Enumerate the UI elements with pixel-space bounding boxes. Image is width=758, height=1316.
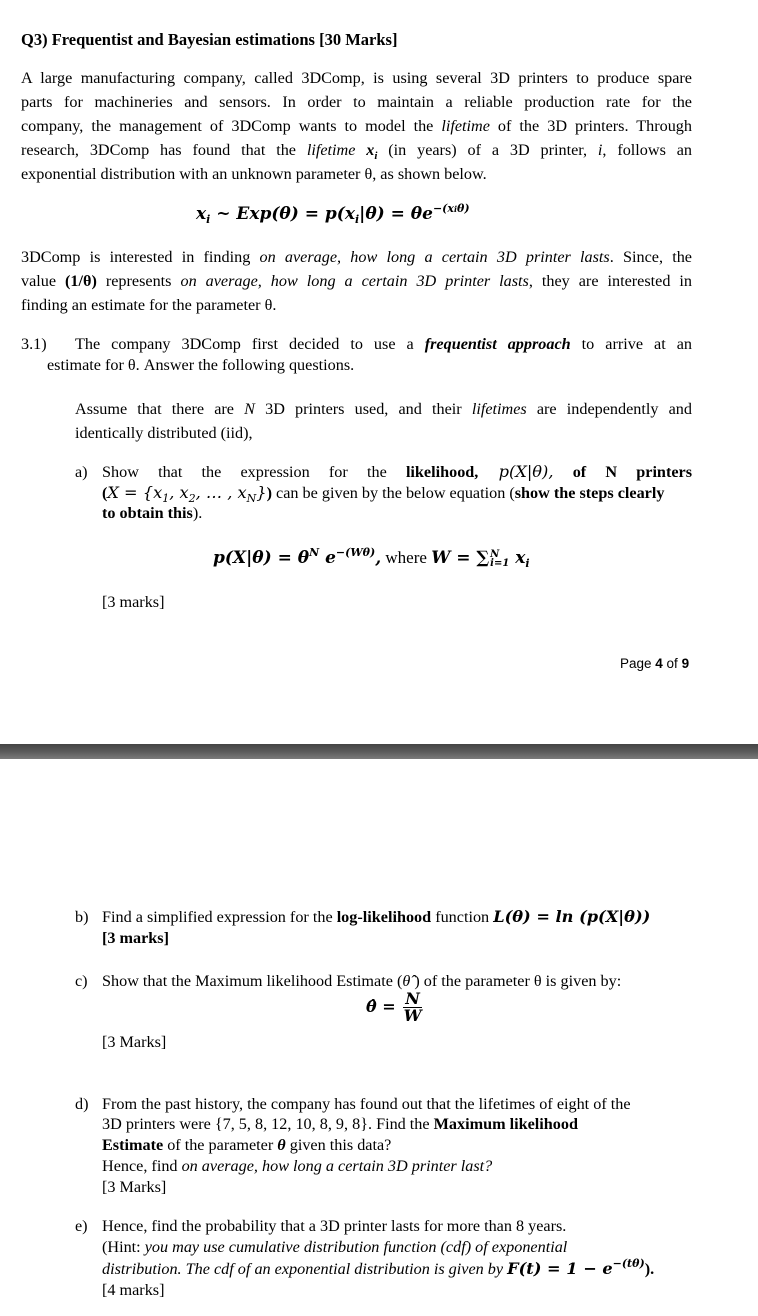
mle-denominator: W	[403, 1006, 422, 1025]
likelihood-equation: $p(X|\theta) = \theta^N$ $e^{-(W\theta)}$, where W = ∑ N i=1 $x_i$	[213, 546, 530, 570]
qe-line-2: (Hint: you may use cumulative distribution function (cdf) of exponential	[102, 1238, 568, 1256]
q31-line-1: The company 3DComp first decided to use a frequentist approach to arrive at an	[75, 335, 692, 353]
qb-marks: [3 marks]	[102, 929, 169, 947]
qc-line-1: Show that the Maximum likelihood Estimate (θ̂ ) of the parameter θ is given by:	[102, 972, 622, 990]
qc-label: c)	[75, 972, 88, 990]
assume-line-2: identically distributed (iid),	[75, 424, 253, 442]
mle-numerator: N	[405, 989, 420, 1008]
qe-line-3: distribution. The cdf of an exponential distribution is given by $F(t) = 1 - e^{-(t\theta)}$).	[102, 1257, 655, 1278]
eq1-exp: −(xiθ)	[432, 202, 470, 215]
eq1-sub: i	[206, 213, 211, 226]
qd-label: d)	[75, 1095, 89, 1113]
motive-line-2: value (1/θ) represents on average, how long a certain 3D printer lasts, they are interested in	[21, 272, 692, 290]
page-divider	[0, 744, 758, 759]
intro-line-5: exponential distribution with an unknown parameter θ, as shown below.	[21, 165, 487, 183]
qc-marks: [3 Marks]	[102, 1033, 167, 1051]
qa-marks: [3 marks]	[102, 593, 165, 611]
eq1-mid2: |θ) = θe	[359, 204, 433, 224]
qa-line-3: to obtain this).	[102, 504, 203, 522]
qa-line-1: Show that the expression for the likelihood, p(X|θ), of N printers	[102, 462, 692, 481]
intro-line-4a: research, 3DComp has found that the	[21, 141, 307, 159]
mle-formula: θ̂ = $\frac{N}{W}$	[366, 989, 422, 1025]
motive-line-1: 3DComp is interested in finding on average, how long a certain 3D printer lasts. Since, the	[21, 248, 692, 266]
qb-label: b)	[75, 908, 89, 926]
exponential-equation	[196, 204, 470, 226]
motive-line-3: finding an estimate for the parameter θ.	[21, 296, 277, 314]
lifetime-data: {7, 5, 8, 12, 10, 8, 9, 8}	[214, 1115, 368, 1133]
qe-line-1: Hence, find the probability that a 3D printer lasts for more than 8 years.	[102, 1217, 567, 1235]
q31-number: 3.1)	[21, 335, 47, 353]
intro-lifetime-1: lifetime	[441, 117, 490, 135]
intro-line-1: A large manufacturing company, called 3DComp, is using several 3D printers to produce spare	[21, 69, 692, 87]
intro-line-4c: (in years) of a 3D printer,	[377, 141, 598, 159]
cdf-formula: F(t) = 1 − e	[507, 1259, 613, 1278]
assume-line-1: Assume that there are N 3D printers used, and their lifetimes are independently and	[75, 400, 692, 418]
page-number: Page 4 of 9	[620, 656, 690, 671]
qd-line-1: From the past history, the company has found out that the lifetimes of eight of the	[102, 1095, 631, 1113]
qd-marks: [3 Marks]	[102, 1178, 167, 1196]
qe-marks: [4 marks]	[102, 1281, 165, 1299]
qb-line-1: Find a simplified expression for the log-likelihood function L(θ) = ln (p(X|θ))	[102, 907, 651, 926]
qa-label: a)	[75, 463, 88, 481]
qd-line-2: 3D printers were {7, 5, 8, 12, 10, 8, 9, 8}. Find the Maximum likelihood	[102, 1115, 578, 1133]
qa-line-2: ($X = \{x_1$, $x_2$, … , $x_N$}) can be given by the below equation (show the steps clearly	[102, 483, 665, 505]
intro-lifetime-2: lifetime	[306, 141, 356, 159]
qd-line-4: Hence, find on average, how long a certain 3D printer last?	[102, 1157, 493, 1175]
intro-line-3c: of the 3D printers. Through	[489, 117, 692, 135]
intro-line-3	[21, 116, 692, 136]
q31-line-2: estimate for θ. Answer the following questions.	[47, 356, 355, 374]
eq1-mid: ~ Exp(θ) = p(x	[210, 204, 355, 224]
intro-line-2: parts for machineries and sensors. In order to maintain a reliable production rate for the	[21, 93, 692, 111]
question-title: Q3) Frequentist and Bayesian estimations [30 Marks]	[21, 30, 398, 49]
intro-line-3a: company, the management of 3DComp wants to model the	[21, 117, 442, 135]
qe-label: e)	[75, 1217, 88, 1235]
eq1-sub2: i	[354, 213, 360, 226]
qd-line-3: Estimate of the parameter θ given this data?	[102, 1136, 392, 1154]
intro-line-4d: follows an	[617, 141, 693, 159]
eq1-lhs: x	[196, 204, 207, 224]
intro-line-4: research, 3DComp has found that the lifetime $x_i$ (in years) of a 3D printer, i, follows an	[21, 141, 693, 162]
